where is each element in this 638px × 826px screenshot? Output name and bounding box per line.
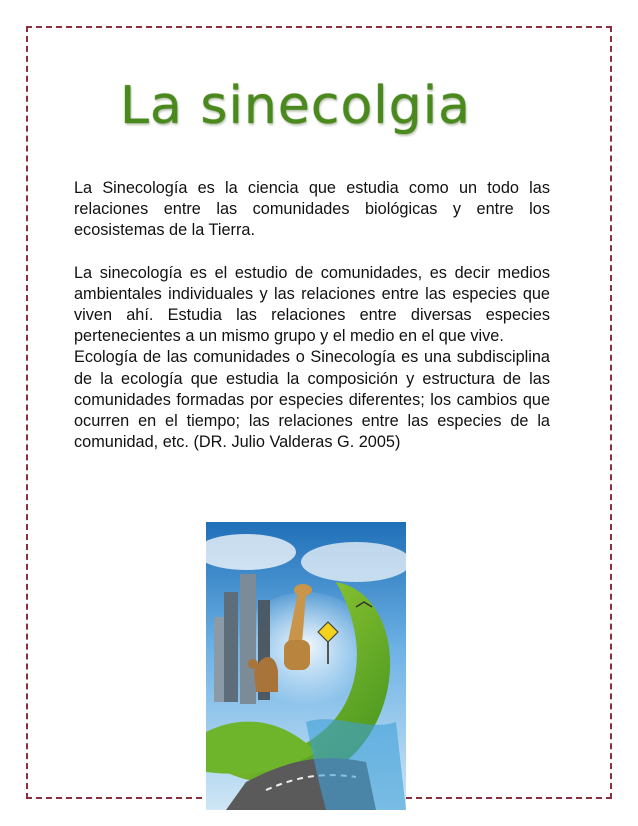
paragraph-3: Ecología de las comunidades o Sinecología es una subdisciplina de la ecología que estudia la composición y estructura de las comunidades formadas por especies diferentes; los cambios que ocurren en el tiempo; las relaciones entre las especies de la comunidad, etc. (DR. Julio Valderas G. 2005) (74, 348, 550, 452)
paragraph-2: La sinecología es el estudio de comunidades, es decir medios ambientales individuales y las relaciones entre las especies que viven ahí. Estudia las relaciones entre diversas especies pertenecientes a un mismo grupo y el medio en el que vive. (74, 263, 550, 346)
page-title: La sinecolgia (120, 76, 472, 136)
paragraph-1: La Sinecología es la ciencia que estudia como un todo las relaciones entre las comunidades biológicas y entre los ecosistemas de la Tierra. (74, 179, 550, 240)
ecology-illustration (206, 522, 406, 810)
body-text (74, 178, 550, 453)
